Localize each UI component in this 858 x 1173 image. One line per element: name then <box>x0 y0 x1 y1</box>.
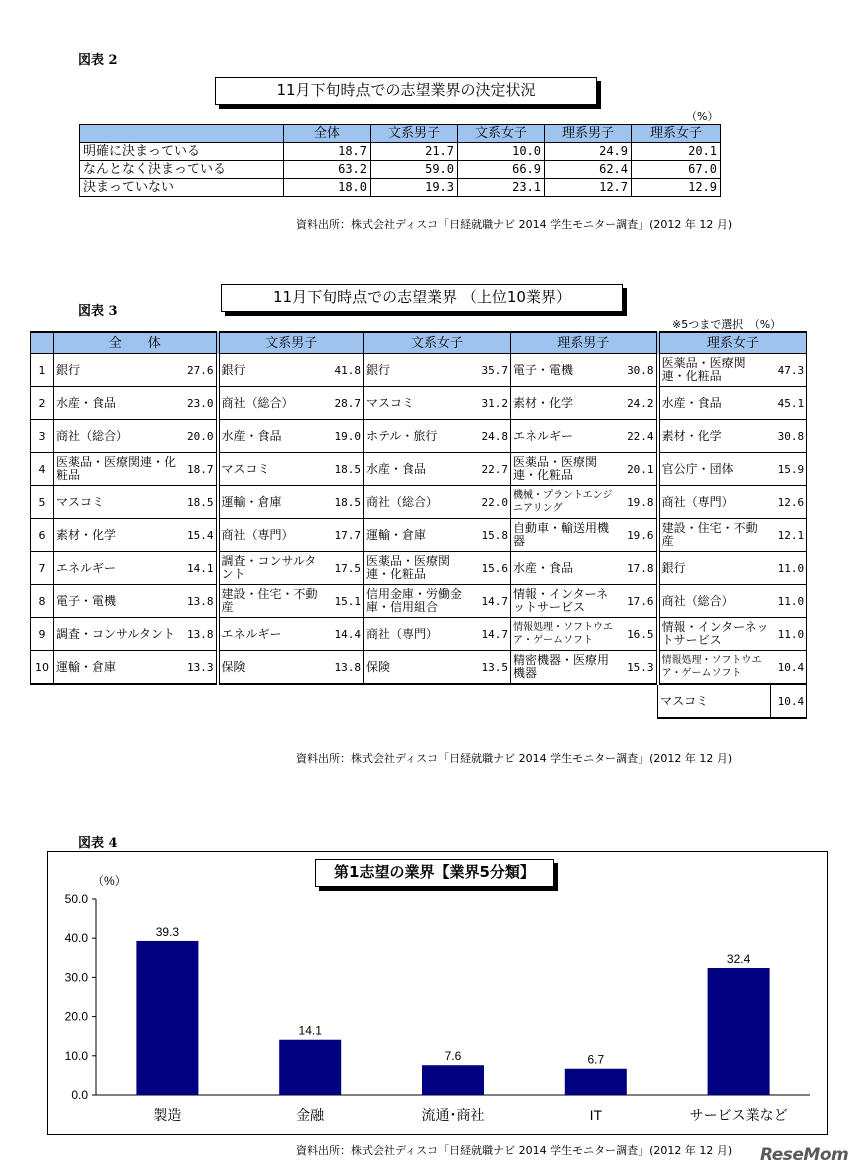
industry-name: マスコミ <box>658 684 771 718</box>
industry-name: マスコミ <box>364 387 475 420</box>
fig3-table <box>30 331 807 719</box>
cell-value: 23.1 <box>458 179 545 197</box>
industry-name: 信用金庫・労働金庫・信用組合 <box>364 585 475 618</box>
cell-value: 63.2 <box>284 161 371 179</box>
fig3-col-header: 理系男子 <box>511 332 658 354</box>
industry-value: 22.0 <box>475 486 511 519</box>
table-row <box>31 651 807 685</box>
industry-name: 銀行 <box>54 354 182 387</box>
empty-cell <box>622 684 658 718</box>
industry-value: 17.8 <box>622 552 658 585</box>
fig2-unit: （%） <box>686 110 719 123</box>
rank-cell: 5 <box>31 486 54 519</box>
x-tick-label: IT <box>589 1107 603 1123</box>
fig3-title: 11月下旬時点での志望業界 （上位10業界） <box>221 284 623 312</box>
fig2-col-header: 全体 <box>284 125 371 143</box>
industry-value: 14.7 <box>475 585 511 618</box>
empty-cell <box>54 684 182 718</box>
watermark-logo: ReseMom <box>760 1145 849 1165</box>
fig3-source: 資料出所：株式会社ディスコ「日経就職ナビ 2014 学生モニター調査」(2012 年 12 月) <box>296 752 733 765</box>
x-tick-label: 製造 <box>153 1107 182 1123</box>
rank-cell: 8 <box>31 585 54 618</box>
table-row <box>80 179 721 197</box>
rank-cell: 1 <box>31 354 54 387</box>
industry-value: 30.8 <box>771 420 807 453</box>
industry-value: 18.5 <box>182 486 218 519</box>
fig4-label: 図表 4 <box>78 836 118 851</box>
rank-cell: 10 <box>31 651 54 685</box>
industry-value: 20.1 <box>622 453 658 486</box>
industry-value: 15.9 <box>771 453 807 486</box>
bar <box>565 1069 627 1095</box>
industry-value: 11.0 <box>771 552 807 585</box>
table-row <box>31 453 807 486</box>
industry-name: 官公庁・団体 <box>658 453 771 486</box>
industry-value: 13.3 <box>182 651 218 685</box>
industry-name: 調査・コンサルタント <box>54 618 182 651</box>
empty-cell <box>31 684 54 718</box>
table-row <box>31 618 807 651</box>
industry-value: 14.4 <box>328 618 364 651</box>
empty-cell <box>364 684 475 718</box>
cell-value: 12.9 <box>632 179 721 197</box>
table-row <box>31 552 807 585</box>
industry-value: 19.6 <box>622 519 658 552</box>
data-label: 14.1 <box>298 1023 322 1038</box>
industry-name: 情報処理・ソフトウエア・ゲームソフト <box>658 651 771 685</box>
industry-value: 23.0 <box>182 387 218 420</box>
industry-name: 商社（専門） <box>364 618 475 651</box>
industry-name: 商社（専門） <box>658 486 771 519</box>
industry-name: 保険 <box>218 651 328 685</box>
bar <box>708 968 770 1095</box>
bar <box>422 1065 484 1095</box>
industry-name: 水産・食品 <box>658 387 771 420</box>
industry-name: 商社（専門） <box>218 519 328 552</box>
industry-value: 11.0 <box>771 618 807 651</box>
industry-value: 15.4 <box>182 519 218 552</box>
industry-value: 14.7 <box>475 618 511 651</box>
industry-value: 19.0 <box>328 420 364 453</box>
bar <box>279 1040 341 1095</box>
cell-value: 10.0 <box>458 143 545 161</box>
fig2-table <box>79 124 721 197</box>
row-label: なんとなく決まっている <box>80 161 284 179</box>
industry-name: マスコミ <box>218 453 328 486</box>
industry-value: 17.7 <box>328 519 364 552</box>
industry-name: 商社（総合） <box>54 420 182 453</box>
industry-name: 保険 <box>364 651 475 685</box>
industry-value: 28.7 <box>328 387 364 420</box>
table-row-extra <box>31 684 807 718</box>
industry-name: 商社（総合） <box>218 387 328 420</box>
table-row <box>31 519 807 552</box>
data-label: 7.6 <box>444 1049 462 1064</box>
fig2-header-row <box>80 125 721 143</box>
fig3-col-header: 理系女子 <box>658 332 807 354</box>
industry-value: 13.8 <box>182 618 218 651</box>
industry-name: 水産・食品 <box>54 387 182 420</box>
industry-value: 13.5 <box>475 651 511 685</box>
cell-value: 12.7 <box>545 179 632 197</box>
industry-name: 電子・電機 <box>54 585 182 618</box>
industry-name: エネルギー <box>218 618 328 651</box>
bar <box>136 941 198 1095</box>
industry-name: 銀行 <box>218 354 328 387</box>
industry-value: 10.4 <box>771 651 807 685</box>
fig3-label: 図表 3 <box>78 304 118 319</box>
fig2-title: 11月下旬時点での志望業界の決定状況 <box>215 77 597 105</box>
y-tick-label: 40.0 <box>64 931 88 946</box>
industry-name: 医薬品・医療関連・化粧品 <box>54 453 182 486</box>
industry-value: 13.8 <box>328 651 364 685</box>
table-row <box>31 387 807 420</box>
industry-value: 15.6 <box>475 552 511 585</box>
rank-cell: 7 <box>31 552 54 585</box>
industry-name: 素材・化学 <box>511 387 622 420</box>
y-tick-label: 50.0 <box>64 892 88 906</box>
industry-value: 15.8 <box>475 519 511 552</box>
industry-value: 35.7 <box>475 354 511 387</box>
empty-cell <box>511 684 622 718</box>
industry-value: 16.5 <box>622 618 658 651</box>
industry-name: 運輸・倉庫 <box>364 519 475 552</box>
fig2-col-header: 理系男子 <box>545 125 632 143</box>
cell-value: 21.7 <box>371 143 458 161</box>
fig2-source: 資料出所：株式会社ディスコ「日経就職ナビ 2014 学生モニター調査」(2012 年 12 月) <box>296 218 733 231</box>
rank-cell: 4 <box>31 453 54 486</box>
industry-value: 19.8 <box>622 486 658 519</box>
industry-name: 精密機器・医療用機器 <box>511 651 622 685</box>
fig3-col-header: 全 体 <box>54 332 218 354</box>
table-row <box>31 354 807 387</box>
fig2-header-blank <box>80 125 284 143</box>
industry-name: エネルギー <box>511 420 622 453</box>
fig3-note: ※5つまで選択 （%） <box>672 318 782 331</box>
industry-name: 情報処理・ソフトウエア・ゲームソフト <box>511 618 622 651</box>
fig3-col-header: 文系男子 <box>218 332 364 354</box>
industry-name: 商社（総合） <box>658 585 771 618</box>
fig3-col-header: 文系女子 <box>364 332 511 354</box>
industry-name: マスコミ <box>54 486 182 519</box>
x-tick-label: 金融 <box>296 1107 325 1123</box>
cell-value: 67.0 <box>632 161 721 179</box>
data-label: 39.3 <box>155 924 180 939</box>
bar-chart <box>48 852 827 1134</box>
industry-name: 素材・化学 <box>54 519 182 552</box>
x-tick-label: 流通･商社 <box>421 1107 485 1123</box>
industry-value: 41.8 <box>328 354 364 387</box>
x-tick-label: サービス業など <box>689 1107 788 1123</box>
industry-value: 18.7 <box>182 453 218 486</box>
industry-name: 水産・食品 <box>511 552 622 585</box>
industry-name: 情報・インターネットサービス <box>511 585 622 618</box>
industry-name: 医薬品・医療関連・化粧品 <box>364 552 475 585</box>
rank-cell: 2 <box>31 387 54 420</box>
industry-value: 18.5 <box>328 453 364 486</box>
fig3-header-blank <box>31 332 54 354</box>
industry-name: 水産・食品 <box>218 420 328 453</box>
fig2-col-header: 文系女子 <box>458 125 545 143</box>
empty-cell <box>328 684 364 718</box>
rank-cell: 3 <box>31 420 54 453</box>
cell-value: 18.7 <box>284 143 371 161</box>
industry-name: 機械・プラントエンジニアリング <box>511 486 622 519</box>
industry-name: 運輸・倉庫 <box>218 486 328 519</box>
cell-value: 62.4 <box>545 161 632 179</box>
row-label: 決まっていない <box>80 179 284 197</box>
table-row <box>31 486 807 519</box>
fig2-label: 図表 2 <box>78 53 118 68</box>
empty-cell <box>218 684 328 718</box>
industry-name: 素材・化学 <box>658 420 771 453</box>
empty-cell <box>182 684 218 718</box>
industry-value: 12.1 <box>771 519 807 552</box>
industry-name: 医薬品・医療関連・化粧品 <box>511 453 622 486</box>
industry-value: 24.2 <box>622 387 658 420</box>
y-tick-label: 30.0 <box>64 970 88 985</box>
cell-value: 19.3 <box>371 179 458 197</box>
y-axis-unit: （%） <box>92 874 127 888</box>
industry-value: 17.5 <box>328 552 364 585</box>
cell-value: 66.9 <box>458 161 545 179</box>
table-row <box>31 420 807 453</box>
cell-value: 59.0 <box>371 161 458 179</box>
table-row <box>80 161 721 179</box>
empty-cell <box>475 684 511 718</box>
industry-value: 10.4 <box>771 684 807 718</box>
industry-name: ホテル・旅行 <box>364 420 475 453</box>
industry-name: 水産・食品 <box>364 453 475 486</box>
industry-value: 18.5 <box>328 486 364 519</box>
industry-value: 31.2 <box>475 387 511 420</box>
chart-frame <box>47 851 828 1135</box>
industry-value: 22.4 <box>622 420 658 453</box>
data-label: 6.7 <box>587 1052 605 1067</box>
industry-value: 20.0 <box>182 420 218 453</box>
cell-value: 20.1 <box>632 143 721 161</box>
industry-value: 11.0 <box>771 585 807 618</box>
industry-name: 銀行 <box>658 552 771 585</box>
industry-name: 自動車・輸送用機器 <box>511 519 622 552</box>
industry-value: 15.1 <box>328 585 364 618</box>
table-row <box>80 143 721 161</box>
industry-name: 運輸・倉庫 <box>54 651 182 685</box>
industry-value: 45.1 <box>771 387 807 420</box>
industry-value: 14.1 <box>182 552 218 585</box>
table-row <box>31 585 807 618</box>
industry-value: 47.3 <box>771 354 807 387</box>
fig2-col-header: 文系男子 <box>371 125 458 143</box>
y-tick-label: 0.0 <box>71 1088 88 1102</box>
industry-name: 電子・電機 <box>511 354 622 387</box>
industry-name: 情報・インターネットサービス <box>658 618 771 651</box>
y-tick-label: 10.0 <box>64 1048 88 1063</box>
data-label: 32.4 <box>726 951 751 966</box>
industry-value: 22.7 <box>475 453 511 486</box>
industry-value: 13.8 <box>182 585 218 618</box>
fig3-header-row <box>31 332 807 354</box>
fig4-source: 資料出所：株式会社ディスコ「日経就職ナビ 2014 学生モニター調査」(2012 年 12 月) <box>296 1144 733 1157</box>
y-tick-label: 20.0 <box>64 1009 88 1024</box>
industry-value: 15.3 <box>622 651 658 685</box>
industry-value: 24.8 <box>475 420 511 453</box>
chart-title: 第1志望の業界【業界5分類】 <box>315 859 554 887</box>
industry-name: 商社（総合） <box>364 486 475 519</box>
industry-value: 27.6 <box>182 354 218 387</box>
fig2-col-header: 理系女子 <box>632 125 721 143</box>
industry-name: 医薬品・医療関連・化粧品 <box>658 354 771 387</box>
industry-value: 30.8 <box>622 354 658 387</box>
rank-cell: 9 <box>31 618 54 651</box>
industry-name: 建設・住宅・不動産 <box>218 585 328 618</box>
industry-name: 調査・コンサルタント <box>218 552 328 585</box>
cell-value: 24.9 <box>545 143 632 161</box>
industry-name: 建設・住宅・不動産 <box>658 519 771 552</box>
cell-value: 18.0 <box>284 179 371 197</box>
row-label: 明確に決まっている <box>80 143 284 161</box>
industry-value: 12.6 <box>771 486 807 519</box>
industry-name: エネルギー <box>54 552 182 585</box>
industry-value: 17.6 <box>622 585 658 618</box>
rank-cell: 6 <box>31 519 54 552</box>
industry-name: 銀行 <box>364 354 475 387</box>
